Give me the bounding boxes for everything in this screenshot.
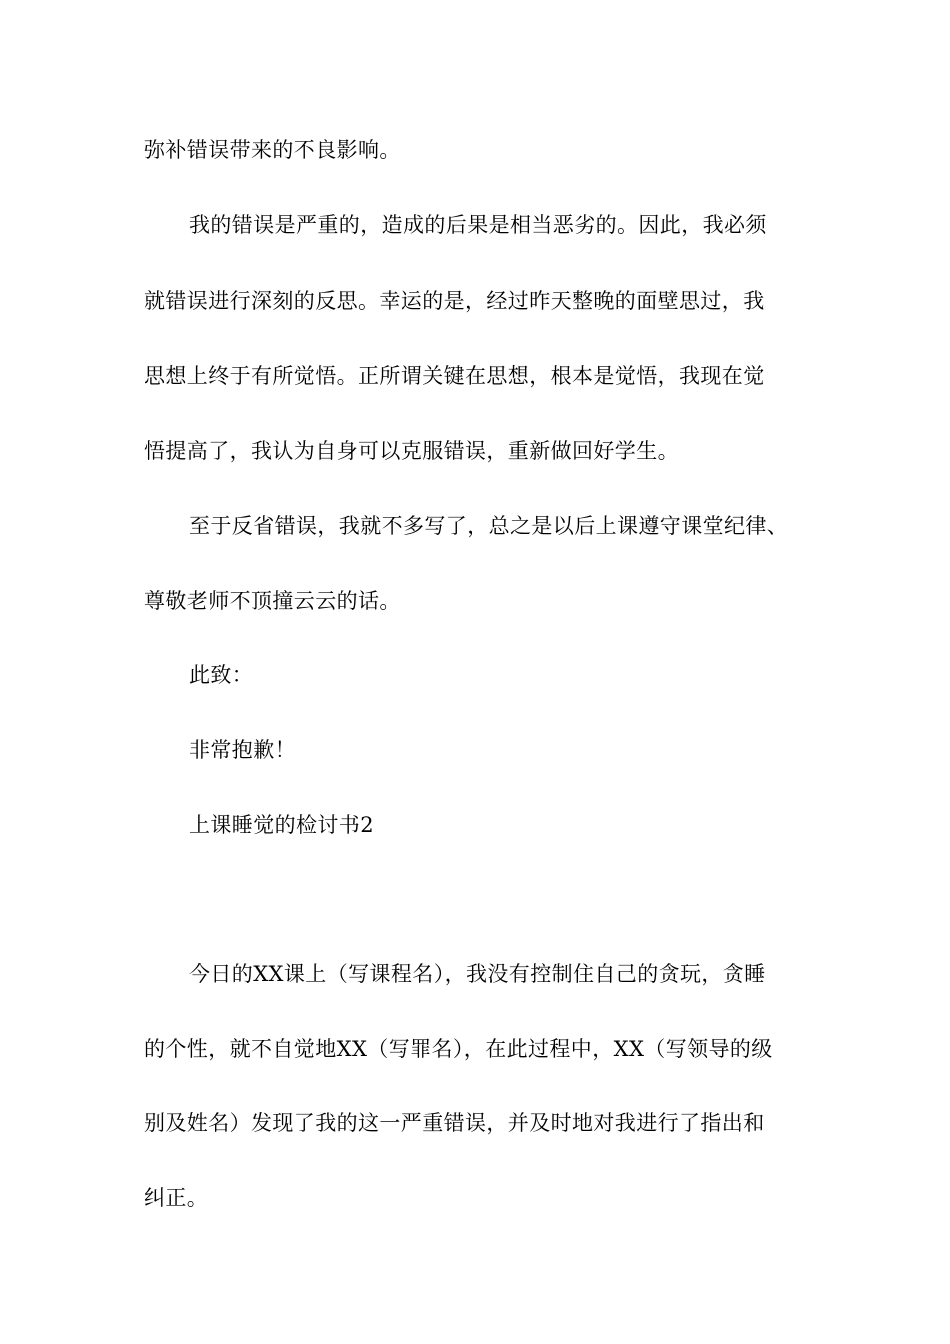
text-line: 悟提高了，我认为自身可以克服错误，重新做回好学生。 <box>144 439 679 463</box>
text-line: 至于反省错误，我就不多写了，总之是以后上课遵守课堂纪律、 <box>189 514 789 538</box>
text-line: 的个性，就不自觉地XX（写罪名），在此过程中，XX（写领导的级 <box>144 1037 773 1061</box>
text-line: 别及姓名）发现了我的这一严重错误，并及时地对我进行了指出和 <box>144 1111 765 1135</box>
apology-line: 非常抱歉！ <box>189 738 296 762</box>
text-line: 就错误进行深刻的反思。幸运的是，经过昨天整晚的面壁思过，我 <box>144 289 765 313</box>
section-title: 上课睡觉的检讨书2 <box>189 813 374 837</box>
text-line: 弥补错误带来的不良影响。 <box>144 138 401 162</box>
text-line: 思想上终于有所觉悟。正所谓关键在思想，根本是觉悟，我现在觉 <box>144 364 765 388</box>
text-line: 纠正。 <box>144 1186 209 1210</box>
text-line: 尊敬老师不顶撞云云的话。 <box>144 589 401 613</box>
salutation-line: 此致： <box>189 663 254 687</box>
text-line: 今日的XX课上（写课程名），我没有控制住自己的贪玩，贪睡 <box>189 962 766 986</box>
text-line: 我的错误是严重的，造成的后果是相当恶劣的。因此，我必须 <box>189 213 767 237</box>
